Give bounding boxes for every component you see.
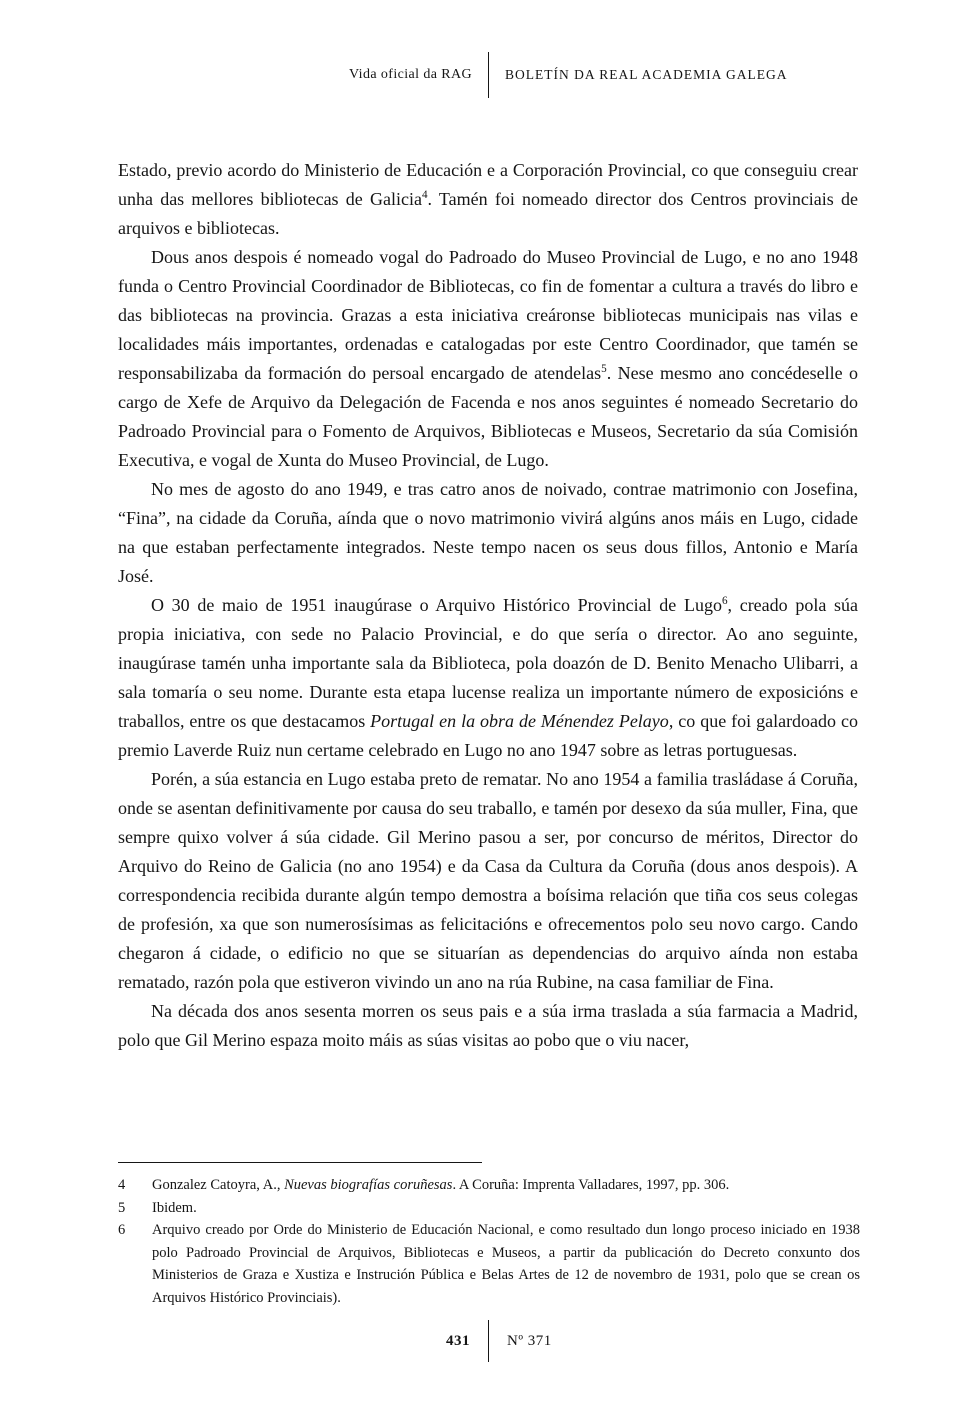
footnote-6 xyxy=(118,1219,860,1309)
running-head xyxy=(0,52,975,98)
text-run: . Tamén foi nomeado director dos Centros provinciais de arquivos e bibliotecas. xyxy=(118,189,858,238)
text-run: Arquivo creado por Orde do Ministerio de Educación Nacional, e como resultado dun longo proceso iniciado en 1938 polo Padroado Provincial de Arquivos, Bibliotecas e Museos, a partir da publicación do Decreto conxunto dos Ministerios de Graza e Xustiza e Instrución Pública e Belas Artes de 12 de novembro de 1931, polo que se crean os Arquivos Histórico Provinciais). xyxy=(152,1222,860,1306)
page-number: 431 xyxy=(446,1332,470,1349)
body-paragraph-1 xyxy=(118,156,858,243)
body-paragraph-5 xyxy=(118,765,858,997)
text-run: Na década dos anos sesenta morren os seus pais e a súa irma traslada a súa farmacia a Madrid, polo que Gil Merino espaza moito máis as súas visitas ao pobo que o viu nacer, xyxy=(118,1001,858,1050)
text-run: , creado pola súa propia iniciativa, con sede no Palacio Provincial, e do que sería o director. Ao ano seguinte, inaugúrase tamén unha importante sala da Biblioteca, pola doazón de D. Benito Menacho Ulibarri, a sala tomaría o seu nome. Durante esta etapa lucense realiza un importante número de exposicións e traballos, entre os que destacamos xyxy=(118,595,858,731)
text-run: Gonzalez Catoyra, A., xyxy=(152,1177,285,1193)
footnote-reference-marker: 4 xyxy=(421,189,428,201)
text-run: Estado, previo acordo do Ministerio de Educación e a Corporación Provincial, co que conseguiu crear unha das mellores bibliotecas de Galicia xyxy=(118,160,858,209)
italic-text-run: Nuevas biografías coruñesas xyxy=(284,1177,453,1193)
footnote-separator-rule xyxy=(118,1162,482,1163)
issue-number: Nº 371 xyxy=(507,1332,552,1349)
footnote-number: 6 xyxy=(118,1222,126,1238)
footnote-number: 4 xyxy=(118,1177,126,1193)
text-run: No mes de agosto do ano 1949, e tras catro anos de noivado, contrae matrimonio con Josefina, “Fina”, na cidade da Coruña, aínda que o novo matrimonio vivirá algúns anos máis en Lugo, cidade na que estaban perfectamente integrados. Neste tempo nacen os seus dous fillos, Antonio e María José. xyxy=(118,479,858,586)
footnote-text xyxy=(152,1174,860,1197)
text-run: , co que foi galardoado co premio Laverde Ruiz nun certame celebrado en Lugo no ano 1947 sobre as letras portuguesas. xyxy=(118,711,858,760)
footnote-4 xyxy=(118,1174,860,1197)
body-paragraph-4 xyxy=(118,591,858,765)
footnote-5 xyxy=(118,1197,860,1220)
body-paragraph-3 xyxy=(118,475,858,591)
text-run: Porén, a súa estancia en Lugo estaba preto de rematar. No ano 1954 a familia trasládase á Coruña, onde se asentan definitivamente por causa do seu traballo, e tamén por desexo da súa muller, Fina, que sempre quixo volver á súa cidade. Gil Merino pasou a ser, por concurso de méritos, Director do Arquivo do Reino de Galicia (no ano 1954) e da Casa da Cultura da Coruña (dous anos despois). A correspondencia recibida durante algún tempo demostra a boísima relación que tiña cos seus colegas de profesión, xa que son numerosísimas as felicitacións e ofrecementos polo seu novo cargo. Cando chegaron á cidade, o edificio no que se situarían as dependencias do arquivo aínda non estaba rematado, razón pola que estiveron vivindo un ano na rúa Rubine, na casa familiar de Fina. xyxy=(118,769,858,992)
text-run: . Nese mesmo ano concédeselle o cargo de Xefe de Arquivo da Delegación de Facenda e nos anos seguintes é nomeado Secretario do Padroado Provincial para o Fomento de Arquivos, Bibliotecas e Museos, Secretario da súa Comisión Executiva, e vogal de Xunta do Museo Provincial, de Lugo. xyxy=(118,363,858,470)
footnote-text xyxy=(152,1219,860,1309)
body-text-column xyxy=(118,156,858,1158)
body-paragraph-6 xyxy=(118,997,858,1055)
text-run: Dous anos despois é nomeado vogal do Padroado do Museo Provincial de Lugo, e no ano 1948 funda o Centro Provincial Coordinador de Bibliotecas, co fin de fomentar a cultura a través do libro e das bibliotecas na provincia. Grazas a esta iniciativa creáronse bibliotecas municipais nas vilas e localidades máis importantes, ordenadas e catalogadas por este Centro Coordinador, que tamén se responsabilizaba da formación do persoal encargado de atendelas xyxy=(118,247,858,383)
footnote-reference-marker: 5 xyxy=(601,363,607,375)
footnote-text xyxy=(152,1197,860,1220)
running-head-section: Vida oficial da RAG xyxy=(348,67,472,82)
footnote-reference-marker: 6 xyxy=(721,595,728,607)
text-run: O 30 de maio de 1951 inaugúrase o Arquivo Histórico Provincial de Lugo xyxy=(151,595,722,615)
body-paragraph-2 xyxy=(118,243,858,475)
page-footer xyxy=(0,1320,975,1362)
footnote-number: 5 xyxy=(118,1199,126,1216)
italic-text-run: Portugal en la obra de Ménendez Pelayo xyxy=(370,711,669,731)
text-run: Ibidem. xyxy=(152,1199,197,1216)
footnotes-block xyxy=(118,1174,860,1309)
running-head-publication: BOLETÍN DA REAL ACADEMIA GALEGA xyxy=(505,67,788,82)
text-run: . A Coruña: Imprenta Valladares, 1997, pp. 306. xyxy=(452,1177,730,1193)
